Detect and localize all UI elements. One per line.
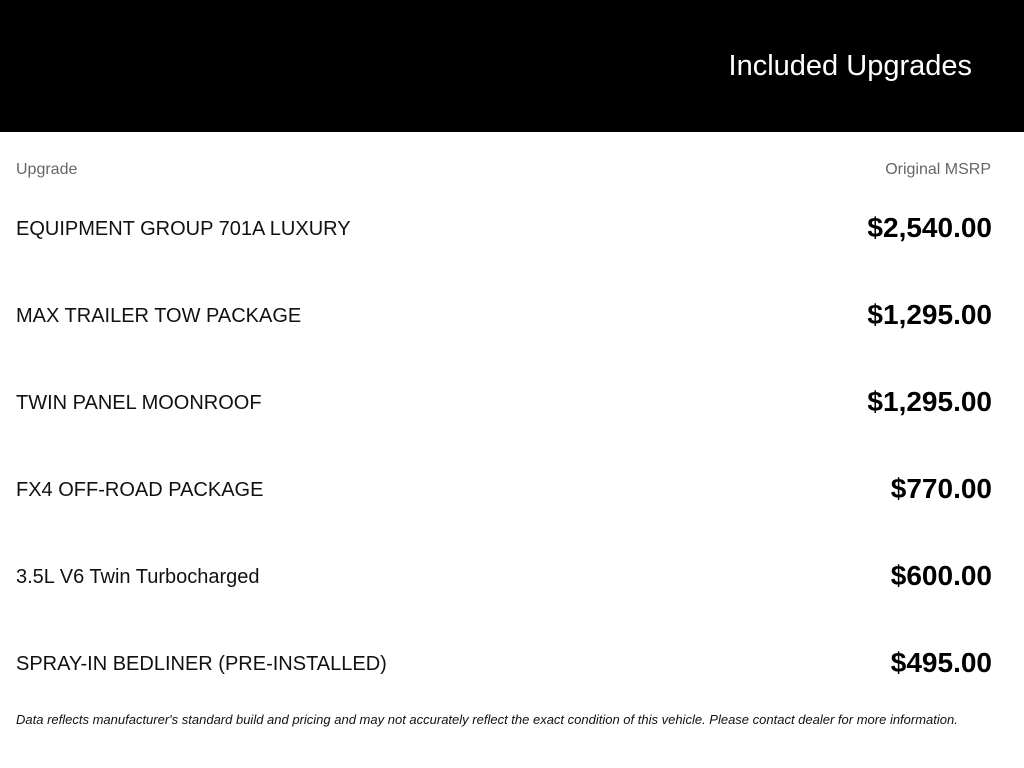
upgrade-price: $1,295.00 xyxy=(867,299,992,330)
upgrade-price: $770.00 xyxy=(890,473,992,504)
upgrade-name: 3.5L V6 Twin Turbocharged xyxy=(16,566,260,588)
column-header-upgrade: Upgrade xyxy=(16,161,78,178)
upgrade-row xyxy=(0,633,1024,720)
upgrade-row xyxy=(0,372,1024,459)
upgrade-row xyxy=(0,459,1024,546)
upgrades-list xyxy=(0,198,1024,720)
upgrade-price: $600.00 xyxy=(890,560,992,591)
disclaimer-text: Data reflects manufacturer's standard build and pricing and may not accurately reflect the exact condition of this vehicle. Please contact dealer for more information. xyxy=(16,712,958,727)
upgrade-name: FX4 OFF-ROAD PACKAGE xyxy=(16,479,264,501)
upgrade-price: $2,540.00 xyxy=(867,212,992,243)
page-title: Included Upgrades xyxy=(728,50,972,82)
upgrade-row xyxy=(0,546,1024,633)
upgrade-price: $1,295.00 xyxy=(867,386,992,417)
upgrade-name: EQUIPMENT GROUP 701A LUXURY xyxy=(16,218,351,240)
column-header-msrp: Original MSRP xyxy=(885,161,991,178)
upgrade-name: TWIN PANEL MOONROOF xyxy=(16,392,262,414)
upgrade-name: SPRAY-IN BEDLINER (PRE-INSTALLED) xyxy=(16,653,387,675)
upgrade-row xyxy=(0,285,1024,372)
upgrade-price: $495.00 xyxy=(890,647,992,678)
upgrade-name: MAX TRAILER TOW PACKAGE xyxy=(16,305,302,327)
header-banner xyxy=(0,0,1024,132)
upgrade-row xyxy=(0,198,1024,285)
